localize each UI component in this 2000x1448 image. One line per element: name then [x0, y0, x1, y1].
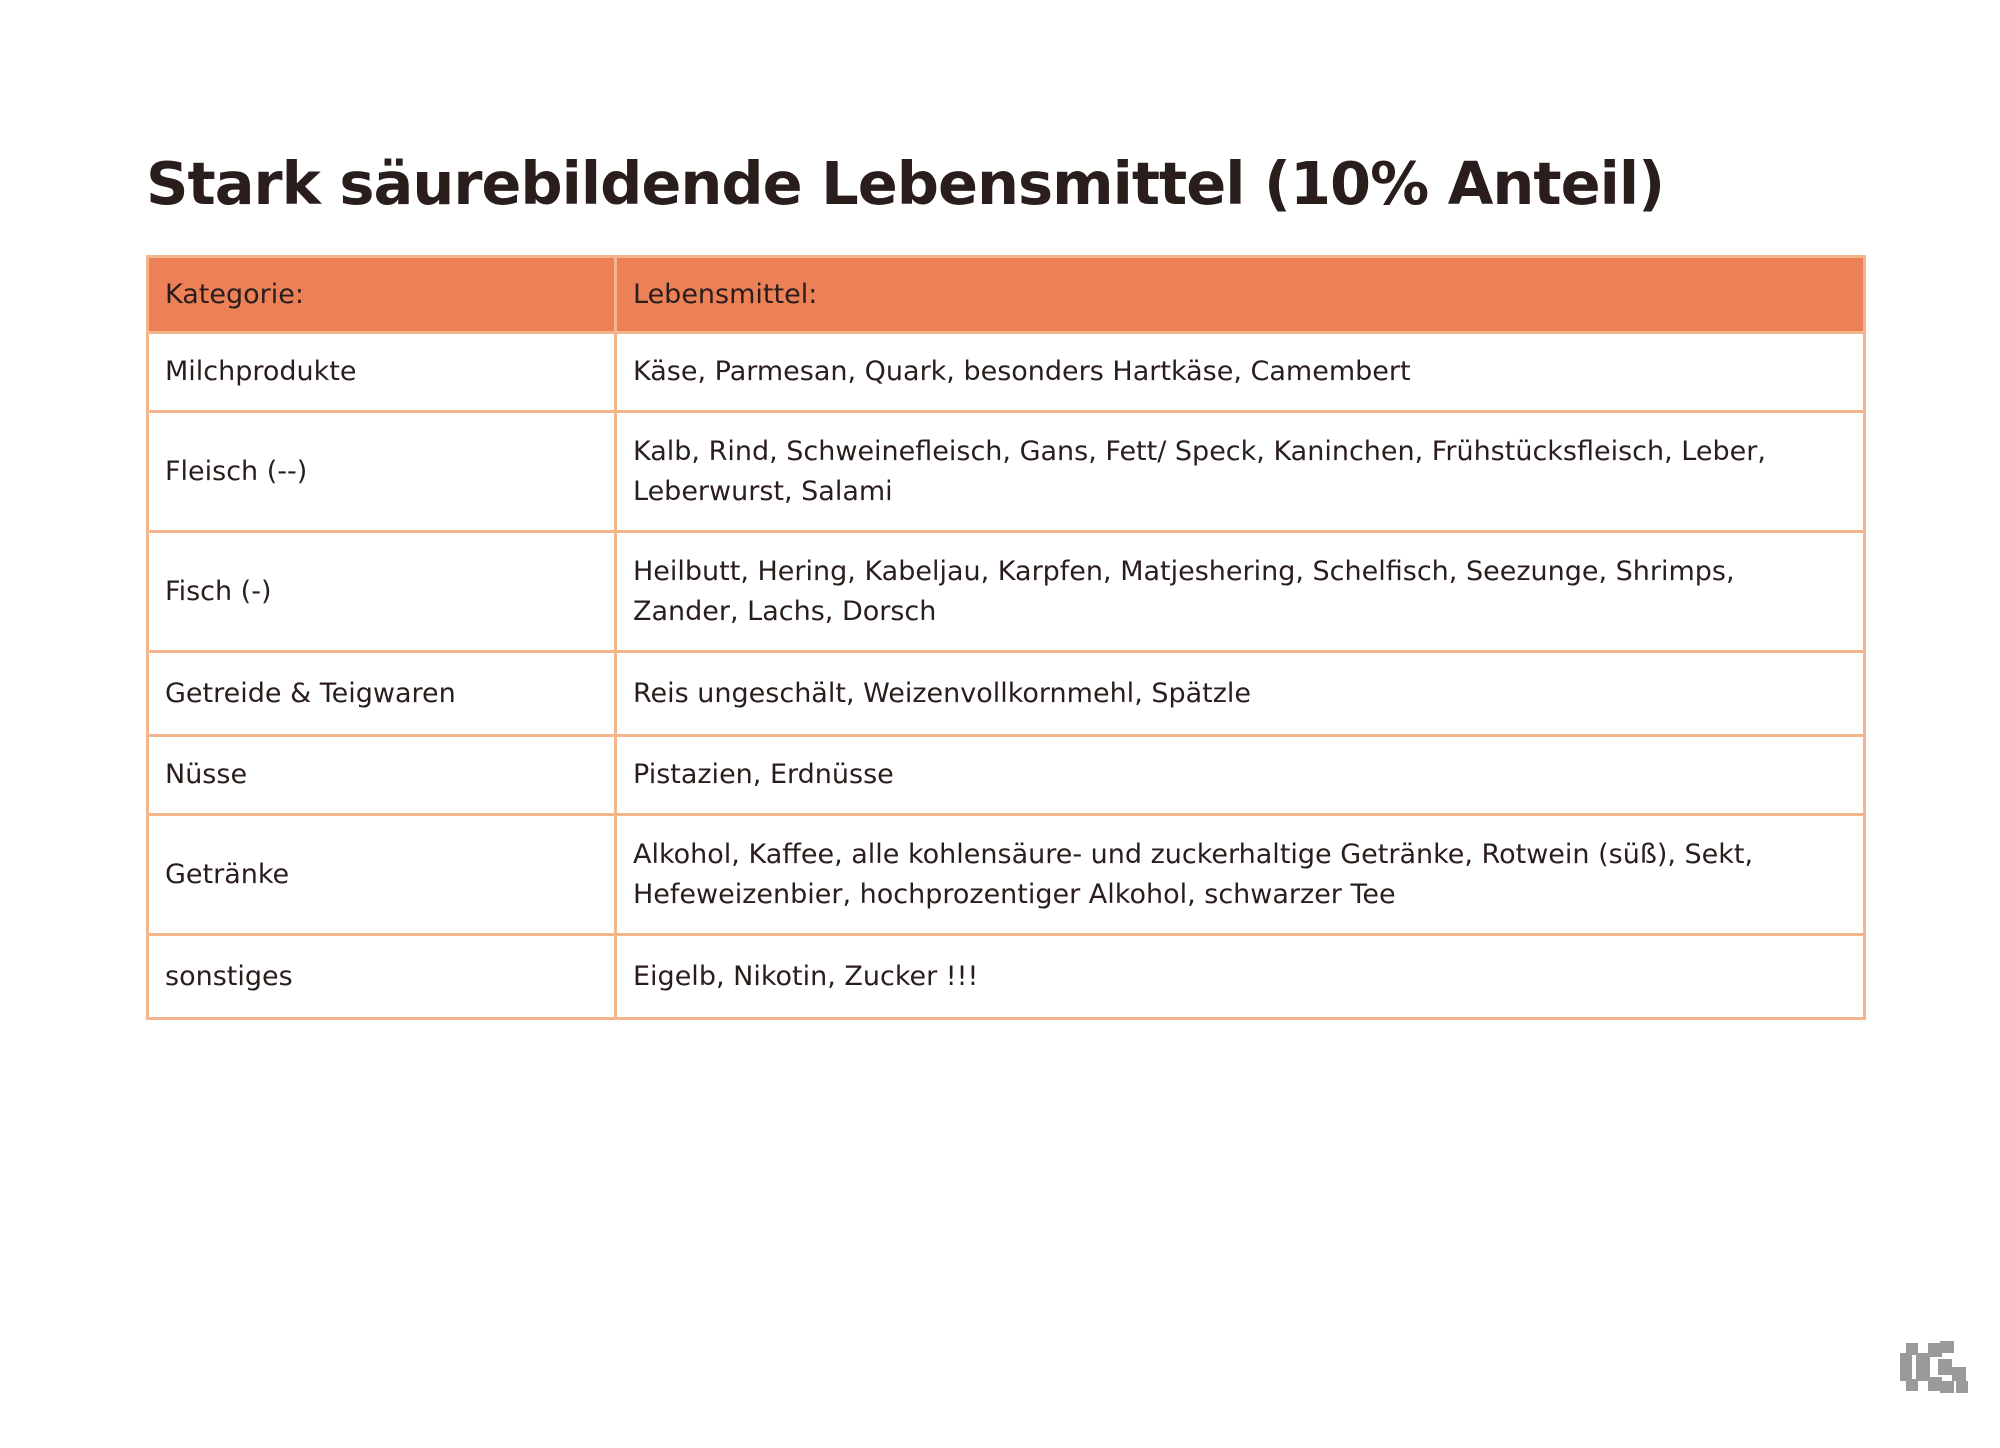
foods-cell: Eigelb, Nikotin, Zucker !!! — [616, 935, 1865, 1019]
category-cell: Getränke — [148, 815, 616, 935]
foods-cell: Reis ungeschält, Weizenvollkornmehl, Spätzle — [616, 652, 1865, 736]
table-row — [148, 652, 1865, 736]
header-category: Kategorie: — [148, 257, 616, 333]
category-cell: sonstiges — [148, 935, 616, 1019]
category-cell: Milchprodukte — [148, 333, 616, 412]
brand-logo-icon — [1898, 1339, 1970, 1395]
foods-cell: Pistazien, Erdnüsse — [616, 736, 1865, 815]
foods-cell: Kalb, Rind, Schweinefleisch, Gans, Fett/ Speck, Kaninchen, Frühstücksfleisch, Leber, Leberwurst, Salami — [616, 412, 1865, 532]
category-cell: Fleisch (--) — [148, 412, 616, 532]
foods-cell: Käse, Parmesan, Quark, besonders Hartkäse, Camembert — [616, 333, 1865, 412]
table-row — [148, 532, 1865, 652]
category-cell: Getreide & Teigwaren — [148, 652, 616, 736]
table-row — [148, 412, 1865, 532]
table-row — [148, 333, 1865, 412]
page-title: Stark säurebildende Lebensmittel (10% Anteil) — [146, 149, 1665, 218]
table-row — [148, 736, 1865, 815]
food-table — [146, 255, 1866, 1020]
category-cell: Nüsse — [148, 736, 616, 815]
foods-cell: Alkohol, Kaffee, alle kohlensäure- und zuckerhaltige Getränke, Rotwein (süß), Sekt, Hefeweizenbier, hochprozentiger Alkohol, schwarzer Tee — [616, 815, 1865, 935]
header-foods: Lebensmittel: — [616, 257, 1865, 333]
foods-cell: Heilbutt, Hering, Kabeljau, Karpfen, Matjeshering, Schelfisch, Seezunge, Shrimps, Zander, Lachs, Dorsch — [616, 532, 1865, 652]
table-header-row — [148, 257, 1865, 333]
table-row — [148, 815, 1865, 935]
table-row — [148, 935, 1865, 1019]
category-cell: Fisch (-) — [148, 532, 616, 652]
